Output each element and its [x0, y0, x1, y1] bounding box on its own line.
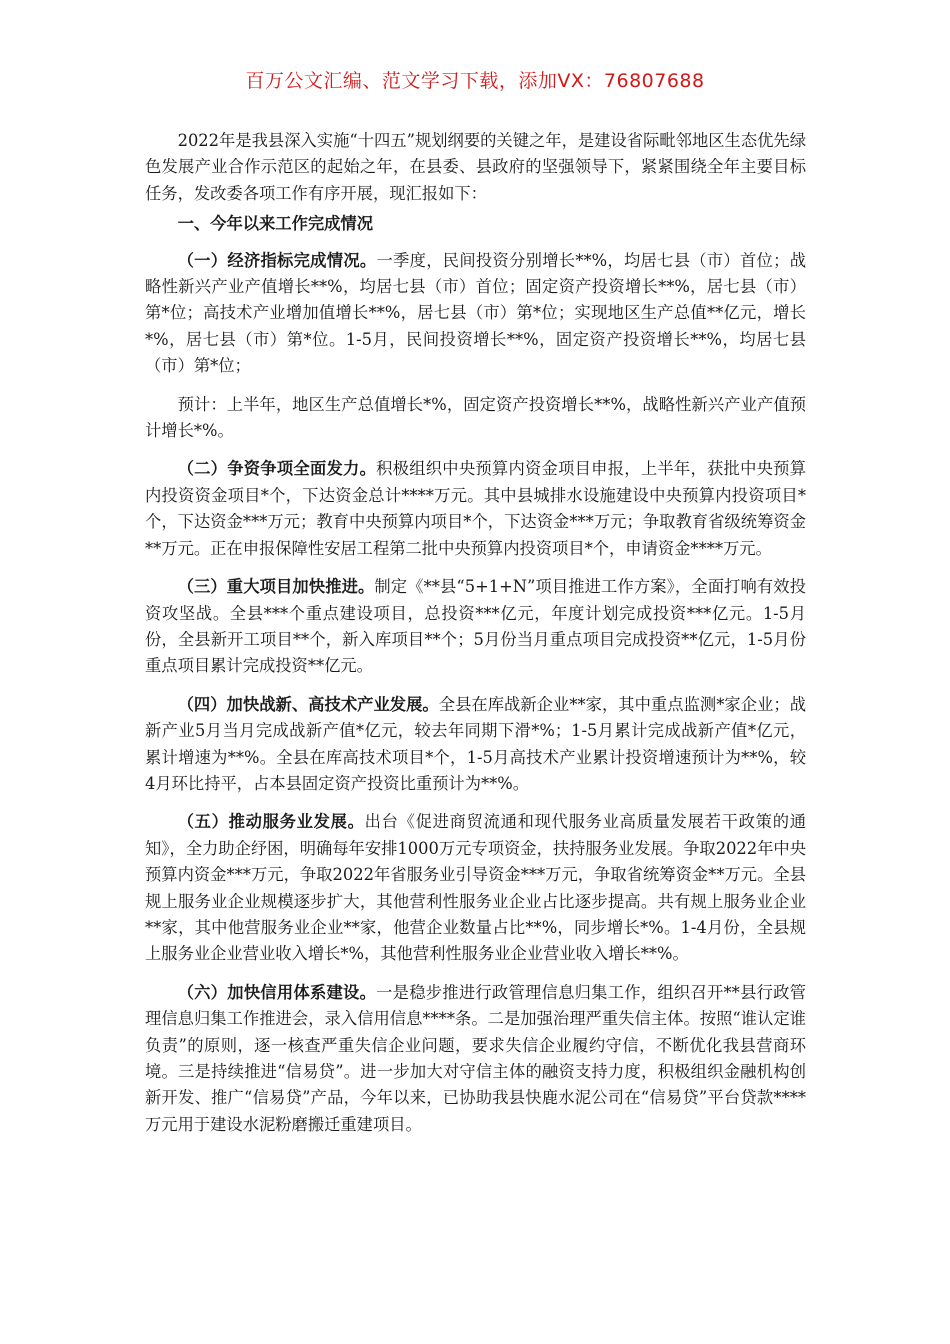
item-title: （三）重大项目加快推进。	[177, 577, 375, 597]
item-body: 全县在库战新企业**家，其中重点监测*家企业；战新产业5月当月完成战新产值*亿元，较去年同期下滑*%；1-5月累计完成战新产值*亿元，累计增速为**%。全县在库高技术项目*个，1-5月高技术产业累计投资增速预计为**%，较4月环比持平，占本县固定资产投资比重预计为**%。	[145, 694, 806, 793]
item-title: （一）经济指标完成情况。	[177, 250, 377, 270]
page-header-banner: 百万公文汇编、范文学习下载，添加VX：76807688	[245, 70, 705, 92]
item-title: （二）争资争项全面发力。	[177, 459, 377, 479]
paragraph-item-forecast	[145, 392, 806, 445]
item-body: 积极组织中央预算内资金项目申报，上半年，获批中央预算内投资资金项目*个，下达资金总计****万元。其中县城排水设施建设中央预算内投资项目*个，下达资金***万元；教育中央预算内项目*个，下达资金***万元；争取教育省级统筹资金**万元。正在申报保障性安居工程第二批中央预算内投资项目*个，申请资金****万元。	[145, 459, 806, 558]
item-body: 一是稳步推进行政管理信息归集工作，组织召开**县行政管理信息归集工作推进会，录入信用信息****条。二是加强治理严重失信主体。按照“谁认定谁负责”的原则，逐一核查严重失信企业问题，要求失信企业履约守信，不断优化我县营商环境。三是持续推进“信易贷”。进一步加大对守信主体的融资支持力度，积极组织金融机构创新开发、推广“信易贷”产品，今年以来，已协助我县快鹿水泥公司在“信易贷”平台贷款****万元用于建设水泥粉磨搬迁重建项目。	[145, 982, 806, 1134]
item-body: 预计：上半年，地区生产总值增长*%，固定资产投资增长**%，战略性新兴产业产值预计增长*%。	[145, 394, 806, 441]
paragraph-item-1	[145, 248, 806, 380]
item-body: 制定《**县“5+1+N”项目推进工作方案》，全面打响有效投资攻坚战。全县***个重点建设项目，总投资***亿元，年度计划完成投资***亿元。1-5月份，全县新开工项目**个，新入库项目**个；5月份当月重点项目完成投资**亿元，1-5月份重点项目累计完成投资**亿元。	[145, 577, 806, 676]
item-body: 出台《促进商贸流通和现代服务业高质量发展若干政策的通知》，全力助企纾困，明确每年安排1000万元专项资金，扶持服务业发展。争取2022年中央预算内资金***万元，争取2022年省服务业引导资金***万元，争取省统筹资金**万元。全县规上服务业企业规模逐步扩大，其他营利性服务业企业占比逐步提高。共有规上服务业企业**家，其中他营服务业企业**家，他营企业数量占比**%，同步增长*%。1-4月份，全县规上服务业企业营业收入增长*%，其他营利性服务业企业营业收入增长**%。	[145, 812, 806, 964]
document-body	[145, 128, 806, 1150]
item-title: （六）加快信用体系建设。	[177, 982, 377, 1002]
paragraph-item-4	[145, 692, 806, 798]
item-title: （四）加快战新、高技术产业发展。	[177, 694, 439, 714]
paragraph-item-3	[145, 574, 806, 680]
paragraph-item-5	[145, 809, 806, 967]
intro-paragraph: 2022年是我县深入实施“十四五”规划纲要的关键之年，是建设省际毗邻地区生态优先绿色发展产业合作示范区的起始之年，在县委、县政府的坚强领导下，紧紧围绕全年主要目标任务，发改委各项工作有序开展，现汇报如下：	[145, 131, 806, 203]
item-body: 一季度，民间投资分别增长**%，均居七县（市）首位；战略性新兴产业产值增长**%，均居七县（市）首位；固定资产投资增长**%，居七县（市）第*位；高技术产业增加值增长**%，居七县（市）第*位；实现地区生产总值**亿元，增长*%，居七县（市）第*位。1-5月，民间投资增长**%，固定资产投资增长**%，均居七县（市）第*位；	[145, 250, 806, 376]
section-heading: 一、今年以来工作完成情况	[177, 214, 373, 234]
item-title: （五）推动服务业发展。	[177, 812, 365, 832]
paragraph-item-6	[145, 980, 806, 1138]
paragraph-item-2	[145, 456, 806, 562]
